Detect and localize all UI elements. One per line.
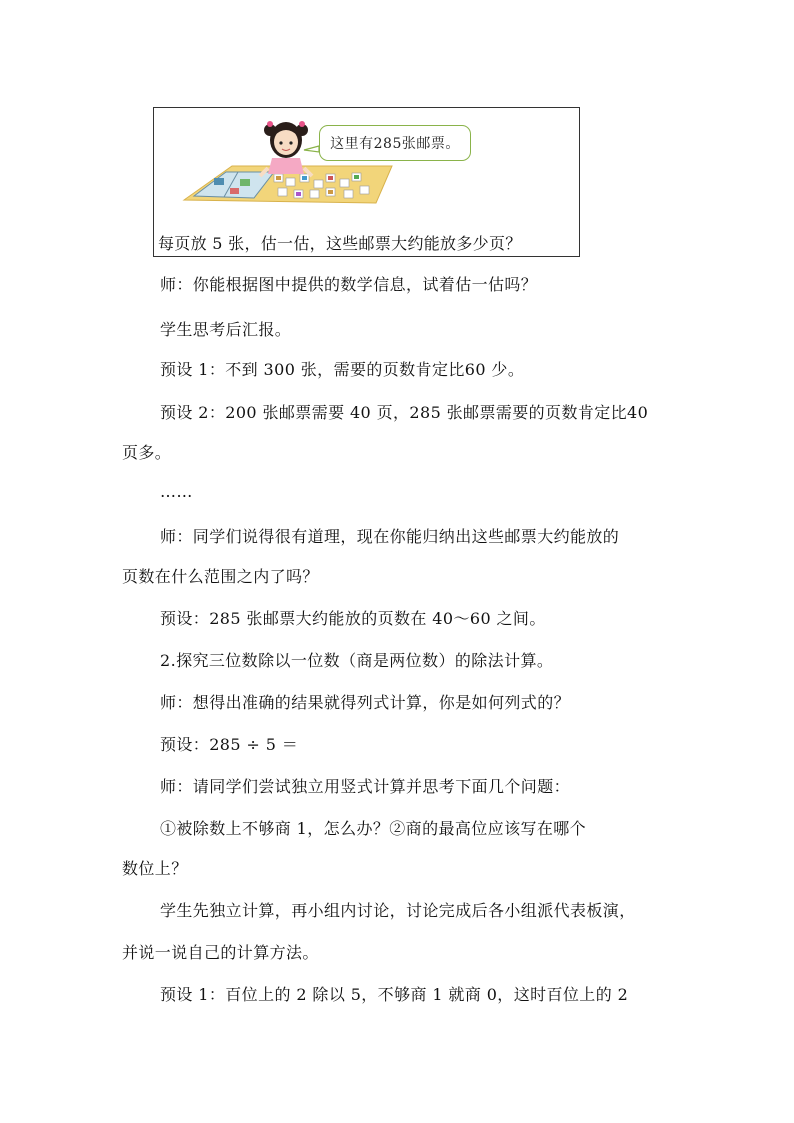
text-line: 预设：285 张邮票大约能放的页数在 40～60 之间。 [160,609,546,628]
text-line: 师：请同学们尝试独立用竖式计算并思考下面几个问题： [160,777,571,796]
figure-caption: 每页放 5 张，估一估，这些邮票大约能放多少页？ [158,234,522,253]
text-line: 预设 1：百位上的 2 除以 5，不够商 1 就商 0，这时百位上的 2 [160,985,629,1004]
text-line: ①被除数上不够商 1，怎么办？②商的最高位应该写在哪个 [160,819,587,838]
text-line: 师：同学们说得很有道理，现在你能归纳出这些邮票大约能放的 [160,527,620,546]
text-line: …… [160,482,193,501]
text-line: 页多。 [122,443,172,462]
text-line: 预设：285 ÷ 5 ＝ [160,735,299,754]
speech-bubble: 这里有285张邮票。 [319,125,471,161]
text-line: 并说一说自己的计算方法。 [122,943,319,962]
text-line: 师：你能根据图中提供的数学信息，试着估一估吗？ [160,275,538,294]
text-line: 师：想得出准确的结果就得列式计算，你是如何列式的？ [160,693,571,712]
text-line: 预设 2：200 张邮票需要 40 页，285 张邮票需要的页数肯定比40 [160,403,649,422]
text-line: 学生思考后汇报。 [160,320,292,339]
text-line: 数位上？ [122,859,188,878]
text-line: 页数在什么范围之内了吗？ [122,567,319,586]
text-line: 学生先独立计算，再小组内讨论，讨论完成后各小组派代表板演， [160,901,636,920]
stamp-illustration-box [153,107,580,257]
text-line: 预设 1：不到 300 张，需要的页数肯定比60 少。 [160,360,525,379]
section-heading: 2.探究三位数除以一位数（商是两位数）的除法计算。 [160,651,554,670]
